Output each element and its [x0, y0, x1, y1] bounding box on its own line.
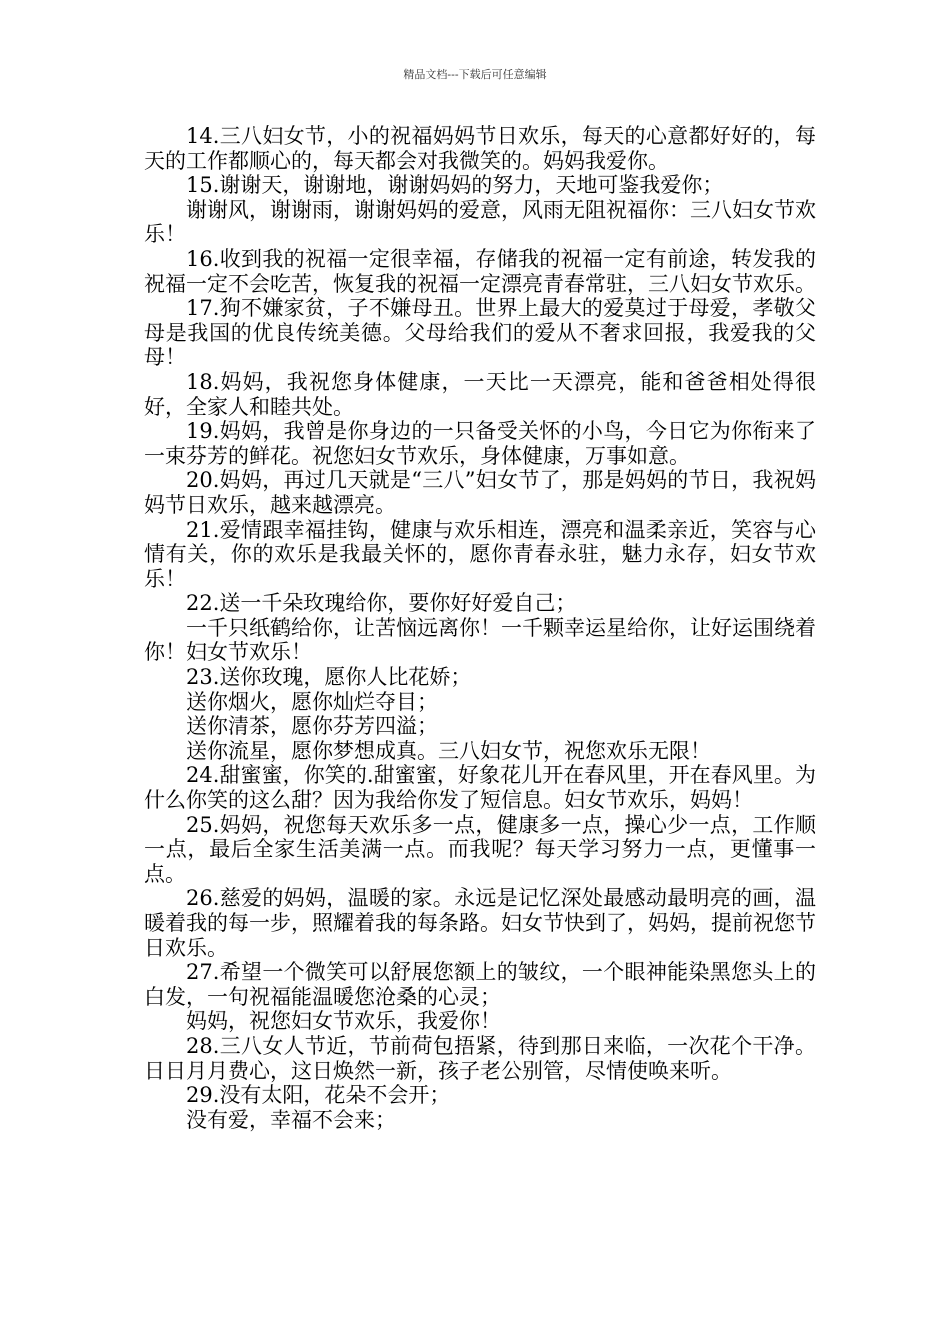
paragraph: 22.送一千朵玫瑰给你，要你好好爱自己；: [186, 591, 577, 616]
paragraph: 18.妈妈，我祝您身体健康，一天比一天漂亮，能和爸爸相处得很好，全家人和睦共处。: [144, 369, 816, 419]
page-header: 精品文档---下载后可任意编辑: [403, 68, 547, 81]
paragraph: 17.狗不嫌家贫，子不嫌母丑。世界上最大的爱莫过于母爱，孝敬父母是我国的优良传统美德。父母给我们的爱从不奢求回报，我爱我的父母！: [144, 296, 816, 370]
paragraph: 妈妈，祝您妇女节欢乐，我爱你！: [186, 1009, 501, 1034]
paragraph: 19.妈妈，我曾是你身边的一只备受关怀的小鸟，今日它为你衔来了一束芬芳的鲜花。祝您妇女节欢乐，身体健康，万事如意。: [144, 419, 816, 468]
paragraph: 28.三八女人节近，节前荷包捂紧，待到那日来临，一次花个干净。日日月月费心，这日焕然一新，孩子老公别管，尽情使唤来听。: [144, 1033, 816, 1083]
paragraph: 14.三八妇女节，小的祝福妈妈节日欢乐，每天的心意都好好的，每天的工作都顺心的，每天都会对我微笑的。妈妈我爱你。: [144, 124, 816, 173]
paragraph: 送你烟火，愿你灿烂夺目；: [186, 689, 438, 714]
paragraph: 一千只纸鹤给你，让苦恼远离你！一千颗幸运星给你，让好运围绕着你！妇女节欢乐！: [144, 615, 816, 665]
paragraph: 27.希望一个微笑可以舒展您额上的皱纹，一个眼神能染黑您头上的白发，一句祝福能温暖您沧桑的心灵；: [144, 960, 816, 1009]
paragraph: 20.妈妈，再过几天就是“三八”妇女节了，那是妈妈的节日，我祝妈妈节日欢乐，越来越漂亮。: [144, 468, 816, 517]
paragraph: 16.收到我的祝福一定很幸福，存储我的祝福一定有前途，转发我的祝福一定不会吃苦，恢复我的祝福一定漂亮青春常驻，三八妇女节欢乐。: [144, 246, 816, 296]
paragraph: 29.没有太阳，花朵不会开；: [186, 1083, 451, 1108]
paragraph: 24.甜蜜蜜，你笑的.甜蜜蜜，好象花儿开在春风里，开在春风里。为什么你笑的这么甜？因为我给你发了短信息。妇女节欢乐，妈妈！: [144, 763, 816, 813]
paragraph: 23.送你玫瑰，愿你人比花娇；: [186, 665, 472, 690]
paragraph: 谢谢风，谢谢雨，谢谢妈妈的爱意，风雨无阻祝福你：三八妇女节欢乐！: [144, 197, 816, 247]
paragraph: 25.妈妈，祝您每天欢乐多一点，健康多一点，操心少一点，工作顺一点，最后全家生活美满一点。而我呢？每天学习努力一点，更懂事一点。: [144, 812, 816, 886]
paragraph: 送你流星，愿你梦想成真。三八妇女节，祝您欢乐无限！: [186, 738, 711, 763]
paragraph: 21.爱情跟幸福挂钩，健康与欢乐相连，漂亮和温柔亲近，笑容与心情有关，你的欢乐是我最关怀的，愿你青春永驻，魅力永存，妇女节欢乐！: [144, 517, 816, 591]
document-body: [144, 124, 816, 1132]
paragraph: 送你清茶，愿你芬芳四溢；: [186, 714, 438, 739]
paragraph: 没有爱，幸福不会来；: [186, 1107, 396, 1132]
paragraph: 26.慈爱的妈妈，温暖的家。永远是记忆深处最感动最明亮的画，温暖着我的每一步，照耀着我的每条路。妇女节快到了，妈妈，提前祝您节日欢乐。: [144, 886, 816, 960]
paragraph: 15.谢谢天，谢谢地，谢谢妈妈的努力，天地可鉴我爱你；: [186, 173, 724, 198]
